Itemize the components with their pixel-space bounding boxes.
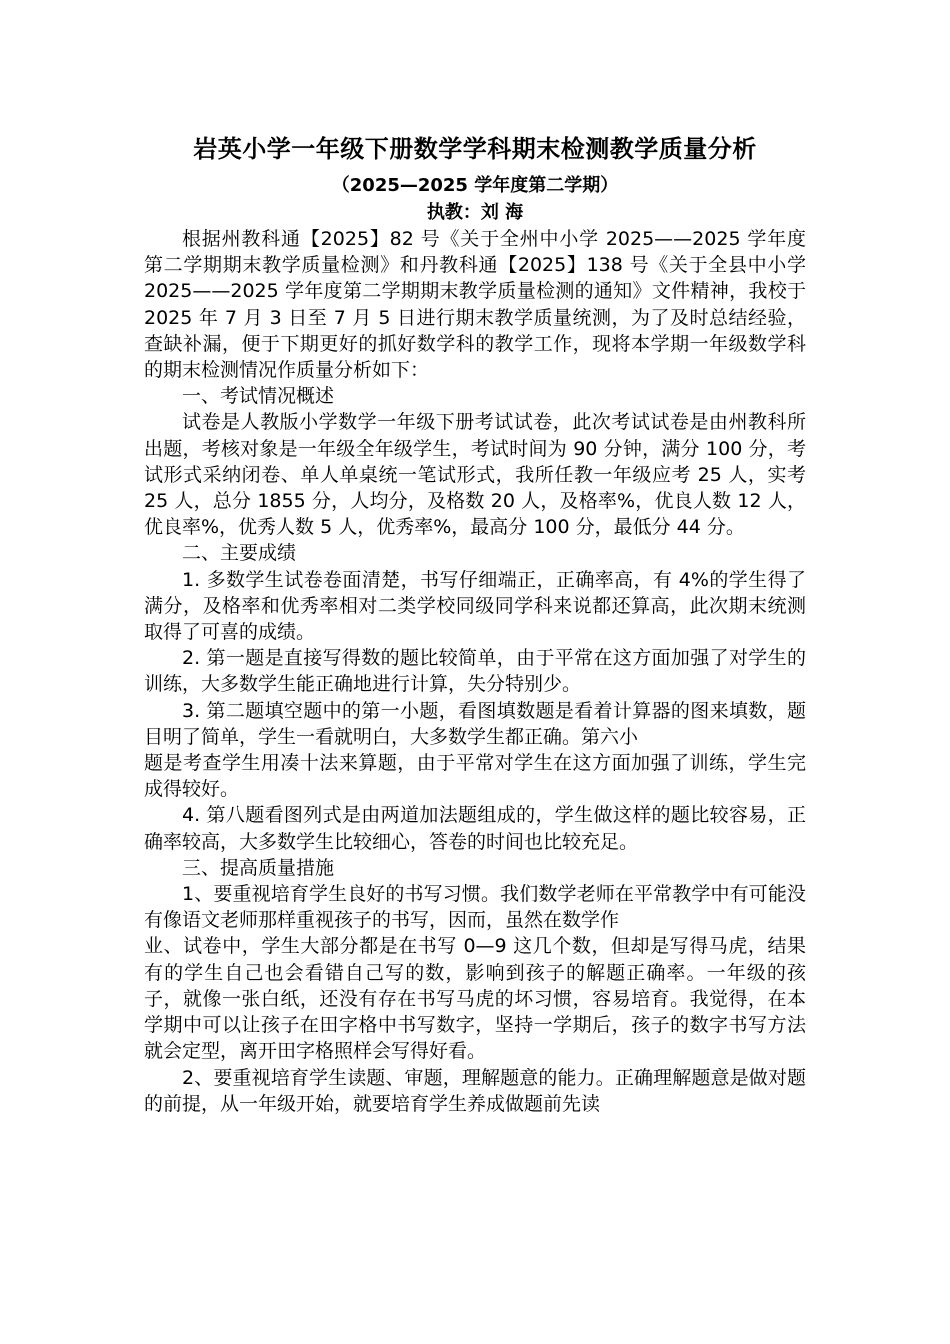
section2-item-3: 3. 第二题填空题中的第一小题，看图填数题是看着计算器的图来填数，题目明了简单，学生一看就明白，大多数学生都正确。第六小 (144, 699, 806, 748)
section2-item-4: 4. 第八题看图列式是由两道加法题组成的，学生做这样的题比较容易，正确率较高，大多数学生比较细心，答卷的时间也比较充足。 (144, 804, 806, 853)
section2-heading: 二、主要成绩 (182, 542, 297, 565)
section3-item-1: 1、要重视培育学生良好的书写习惯。我们数学老师在平常教学中有可能没有像语文老师那样重视孩子的书写，因而，虽然在数学作 (144, 883, 806, 932)
section2-item-2: 2. 第一题是直接写得数的题比较简单，由于平常在这方面加强了对学生的训练，大多数学生能正确地进行计算，失分特别少。 (144, 647, 806, 696)
section3-heading: 三、提高质量措施 (182, 856, 335, 879)
document-author: 执教：刘 海 (426, 202, 524, 223)
document-page (144, 130, 806, 1117)
section2-item-1: 1. 多数学生试卷卷面清楚，书写仔细端正，正确率高，有 4%的学生得了满分，及格率和优秀率相对二类学校同级同学科来说都还算高，此次期末统测取得了可喜的成绩。 (144, 568, 806, 644)
section1-paragraph: 试卷是人教版小学数学一年级下册考试试卷，此次考试试卷是由州教科所出题，考核对象是一年级全年级学生，考试时间为 90 分钟，满分 100 分，考试形式采纳闭卷、单人单桌统一笔试形式，我所任教一年级应考 25 人，实考 25 人，总分 1855 分，人均分，及格数 20 人，及格率%，优良人数 12 人，优良率%，优秀人数 5 人，优秀率%，最高分 100 分，最低分 44 分。 (144, 411, 806, 539)
section3-item-1-continued: 业、试卷中，学生大部分都是在书写 0—9 这几个数，但却是写得马虎，结果有的学生自己也会看错自己写的数，影响到孩子的解题正确率。一年级的孩子，就像一张白纸，还没有存在书写马虎的坏习惯，容易培育。我觉得，在本学期中可以让孩子在田字格中书写数字，坚持一学期后，孩子的数字书写方法就会定型，离开田字格照样会写得好看。 (144, 935, 806, 1063)
section1-heading: 一、考试情况概述 (182, 385, 335, 408)
intro-paragraph: 根据州教科通【2025】82 号《关于全州中小学 2025——2025 学年度第二学期期末教学质量检测》和丹教科通【2025】138 号《关于全县中小学 2025——2025 学年度第二学期期末教学质量检测的通知》文件精神，我校于 2025 年 7 月 3 日至 7 月 5 日进行期末教学质量统测，为了及时总结经验，查缺补漏，便于下期更好的抓好数学科的教学工作，现将本学期一年级数学科的期末检测情况作质量分析如下： (144, 228, 806, 382)
document-subtitle: （2025—2025 学年度第二学期） (331, 175, 619, 196)
section3-item-2: 2、要重视培育学生读题、审题，理解题意的能力。正确理解题意是做对题的前提，从一年级开始，就要培育学生养成做题前先读 (144, 1066, 806, 1115)
section2-item-3-continued: 题是考查学生用凑十法来算题，由于平常对学生在这方面加强了训练，学生完成得较好。 (144, 752, 806, 801)
document-title: 岩英小学一年级下册数学学科期末检测教学质量分析 (193, 135, 757, 163)
